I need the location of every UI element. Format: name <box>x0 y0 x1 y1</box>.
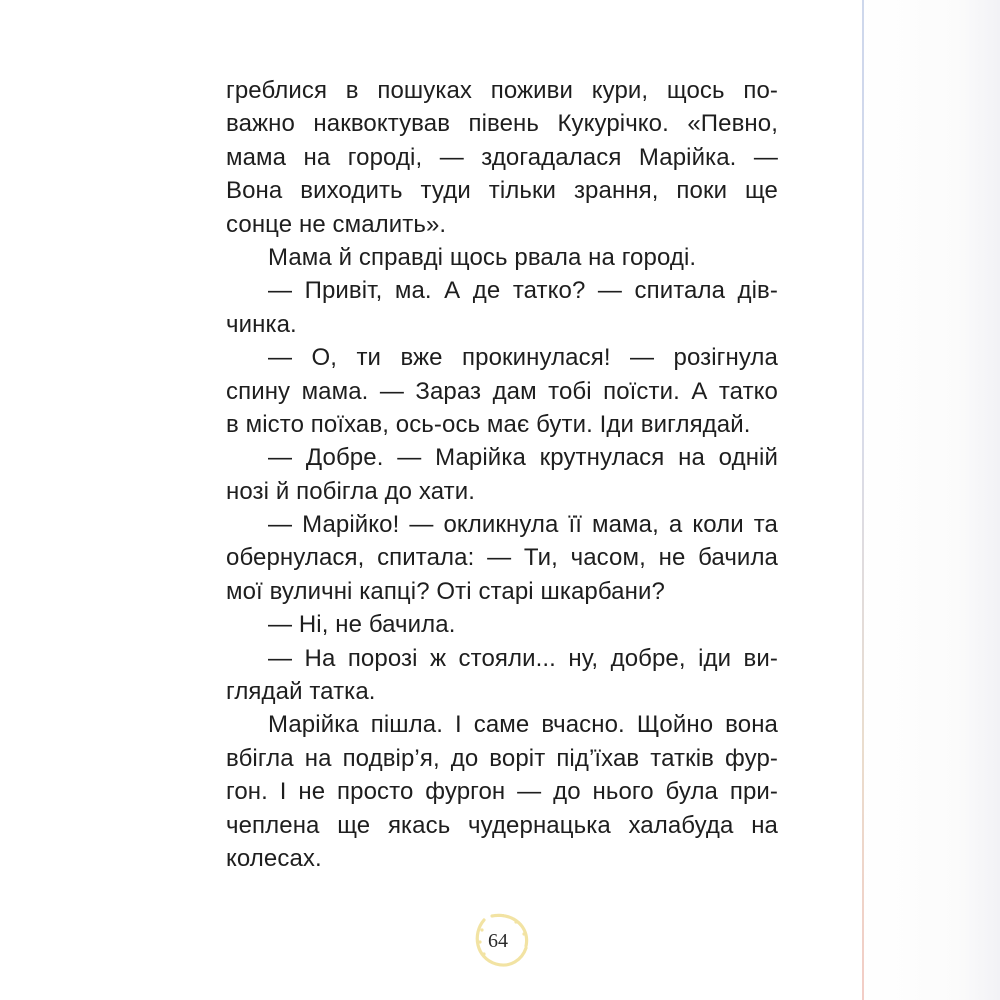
text-line: — Добре. — Марійка крутнулася на одній <box>268 444 778 472</box>
text-line: обернулася, спитала: — Ти, часом, не бачила <box>226 544 778 572</box>
text-line: — Ні, не бачила. <box>268 611 456 639</box>
text-line: Мама й справді щось рвала на городі. <box>268 243 697 271</box>
page-edge <box>860 0 1000 1000</box>
text-line: — На порозі ж стояли... ну, добре, іди ви- <box>268 644 778 672</box>
text-line: колесах. <box>226 844 322 872</box>
text-line: глядай татка. <box>226 678 376 706</box>
text-line: чинка. <box>226 310 297 338</box>
text-line: — Привіт, ма. А де татко? — спитала дів- <box>268 277 778 305</box>
text-line: в місто поїхав, ось-ось має бути. Іди виглядай. <box>226 410 751 438</box>
page-footer <box>470 910 534 974</box>
text-line: Марійка пішла. І саме вчасно. Щойно вона <box>268 711 778 739</box>
text-line: спину мама. — Зараз дам тобі поїсти. А татко <box>226 377 778 405</box>
text-line: — О, ти вже прокинулася! — розігнула <box>268 344 778 372</box>
page-edge-line <box>862 0 864 1000</box>
text-line: мої вуличні капці? Оті старі шкарбани? <box>226 577 665 605</box>
text-line: гон. І не просто фургон — до нього була при- <box>226 778 778 806</box>
text-line: греблися в пошуках поживи кури, щось по- <box>226 77 778 104</box>
text-line: мама на городі, — здогадалася Марійка. — <box>226 143 778 171</box>
text-line: нозі й побігла до хати. <box>226 477 476 505</box>
text-line: — Марійко! — окликнула її мама, а коли та <box>268 511 778 539</box>
text-line: Вона виходить туди тільки зрання, поки ще <box>226 177 778 205</box>
text-line: вбігла на подвір’я, до воріт під’їхав татків фур- <box>226 744 778 772</box>
body-text <box>226 74 778 875</box>
text-line: чеплена ще якась чудернацька халабуда на <box>226 811 778 839</box>
text-line: сонце не смалить». <box>226 210 447 238</box>
page-number: 64 <box>488 930 508 952</box>
text-line: важно наквоктував півень Кукурічко. «Певно, <box>226 110 778 138</box>
